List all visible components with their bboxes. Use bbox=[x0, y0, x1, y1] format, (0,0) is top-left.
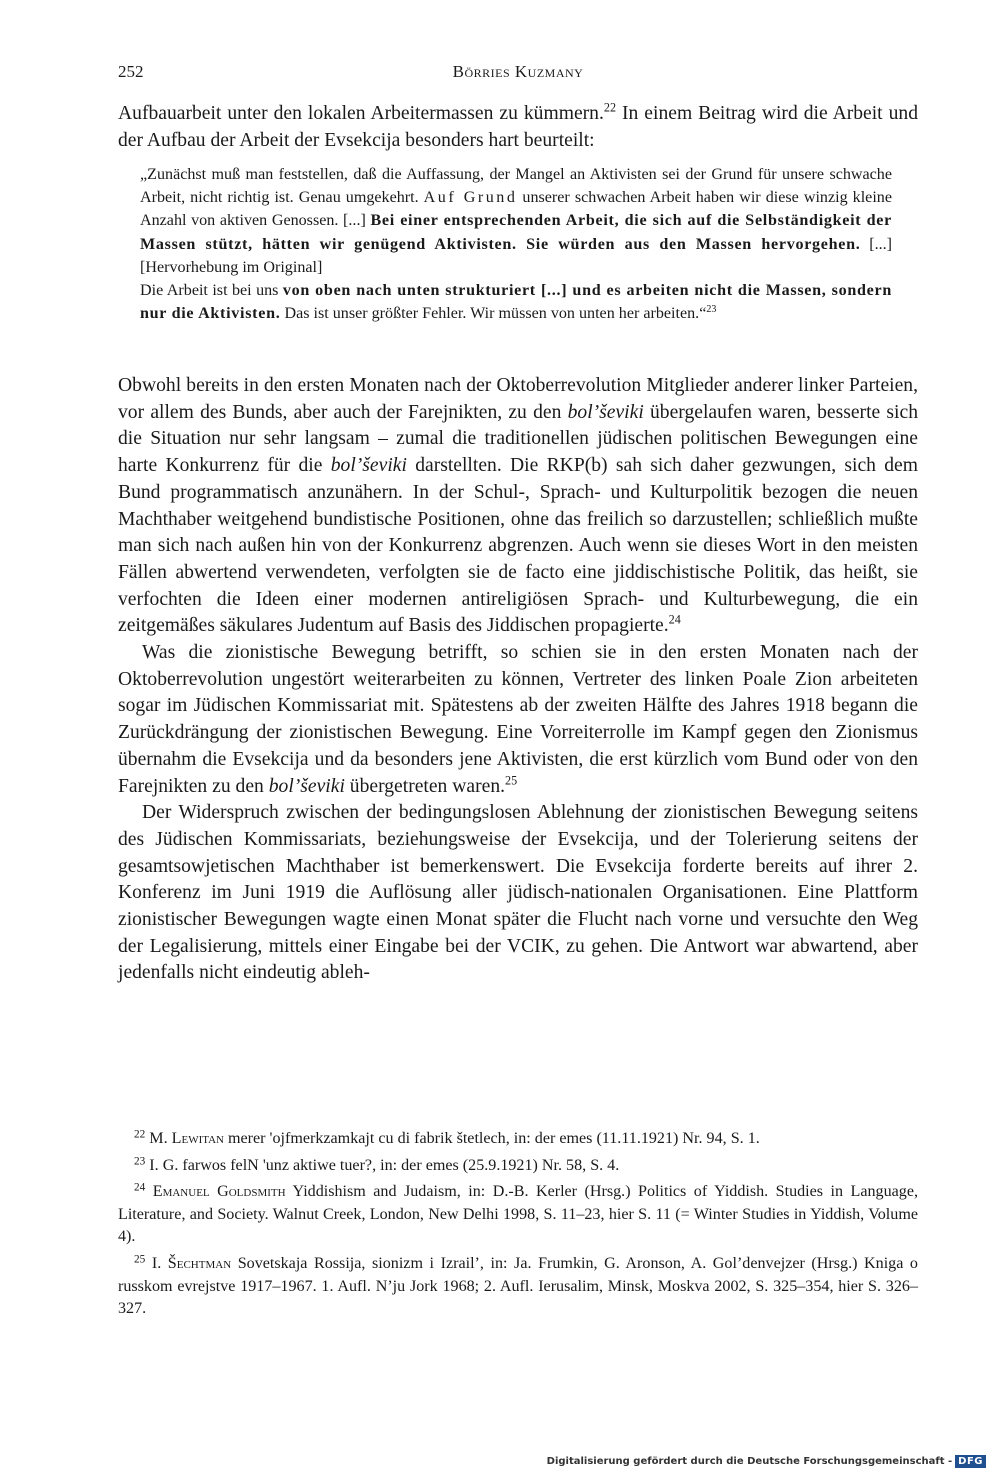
page-number: 252 bbox=[118, 62, 144, 81]
dfg-logo-icon: DFG bbox=[955, 1455, 986, 1468]
running-header bbox=[118, 62, 918, 86]
footnote-ref[interactable]: 23 bbox=[706, 304, 717, 316]
footnote-ref[interactable]: 25 bbox=[505, 773, 518, 788]
footnote-number: 24 bbox=[134, 1181, 146, 1194]
footnote-number: 25 bbox=[134, 1253, 146, 1266]
main-body-text bbox=[118, 373, 918, 987]
footnote-author: Emanuel Goldsmith bbox=[152, 1183, 286, 1201]
body-paragraph: Der Widerspruch zwischen der bedingungslosen Ablehnung der zionistischen Bewegung seitens des Jüdischen Kommissariats, beziehungsweise der Evsekcija, und der Tolerierung seitens der gesamtsowjetischen Machthaber ist bemerkenswert. Die Evsekcija forderte bereits auf ihrer 2. Konferenz im Juni 1919 die Auflösung aller jüdisch-nationalen Organisationen. Eine Plattform zionistischer Bewegungen wagte einen Monat später die Flucht nach vorne und versuchte den Weg der Legalisierung, mittels einer Eingabe bei der VCIK, zu gehen. Die Antwort war abwartend, aber jedenfalls nicht eindeutig ableh- bbox=[118, 802, 918, 984]
footnote-author: I. G. bbox=[149, 1156, 179, 1174]
body-paragraph: Obwohl bereits in den ersten Monaten nach der Oktoberrevolution Mitglieder anderer linker Parteien, vor allem des Bunds, aber auch der Farejnikten, zu den bol’ševiki übergelaufen waren, besserte sich die Situation nur sehr langsam – zumal die traditionellen jüdischen politischen Bewegungen eine harte Konkurrenz für die bol’ševiki darstellten. Die RKP(b) sah sich daher gezwungen, sich dem Bund programmatisch anzunähern. In der Schul-, Sprach- und Kulturpolitik bezogen die neuen Machthaber weitgehend bundistische Positionen, ohne das freilich so darzustellen; schließlich mußte man sich nach außen hin von der Konkurrenz abgrenzen. Auch wenn sie dieses Wort in den meisten Fällen abwertend verwendeten, verfolgten sie de facto eine jiddischistische Politik, das heißt, sie verfochten die Ideen einer modernen antireligiösen Sprach- und Kulturbewegung, die ein zeitgemäßes säkulares Judentum auf Basis des Jiddischen propagierte.$^{24}$ bbox=[118, 375, 918, 637]
footnote-number: 23 bbox=[134, 1154, 146, 1167]
footnote: $^{25}$ I. Šechtman Sovetskaja Rossija, sionizm i Izrail’, in: Ja. Frumkin, G. Aronson, A. Gol’denvejzer (Hrsg.) Kniga o russkom evrejstve 1917–1967. 1. Aufl. N’ju Jork 1968; 2. Aufl. Ierusalim, Minsk, Moskva 2002, S. 325–354, hier S. 326–327. bbox=[118, 1253, 918, 1318]
footnote-ref[interactable]: 22 bbox=[603, 100, 617, 115]
block-quote bbox=[140, 163, 892, 325]
footnote: $^{24}$ Emanuel Goldsmith Yiddishism and Judaism, in: D.-B. Kerler (Hrsg.) Politics of Yiddish. Studies in Language, Literature, and Society. Walnut Creek, London, New Delhi 1998, S. 11–23, hier S. 11 (= Winter Studies in Yiddish, Volume 4). bbox=[118, 1181, 919, 1246]
quote-paragraph: Die Arbeit ist bei uns von oben nach unten strukturiert [...] und es arbeiten nicht die Massen, sondern nur die Aktivisten. Das ist unser größter Fehler. Wir müssen von unten her arbeiten.“$^{23}$ bbox=[140, 282, 892, 323]
footnote-author: I. Šechtman bbox=[151, 1254, 232, 1272]
footnotes-section bbox=[118, 1128, 918, 1325]
body-paragraph: Was die zionistische Bewegung betrifft, so schien sie in den ersten Monaten nach der Oktoberrevolution ungestört weiterarbeiten zu können, Vertreter des linken Poale Zion arbeiteten sogar im Jüdischen Kommissariat mit. Spätestens ab der zweiten Hälfte des Jahres 1918 begann die Zurückdrängung der zionistischen Bewegung. Eine Vorreiterrolle im Kampf gegen den Zionismus übernahm die Evsekcija und da besonders jene Aktivisten, die erst kürzlich vom Bund oder von den Farejnikten zu den bol’ševiki übergetreten waren.$^{25}$ bbox=[118, 642, 918, 797]
credit-text: Digitalisierung gefördert durch die Deutsche Forschungsgemeinschaft - bbox=[546, 1455, 953, 1467]
footnote: $^{23}$ I. G. farwos felN 'unz aktiwe tuer?, in: der emes (25.9.1921) Nr. 58, S. 4. bbox=[134, 1154, 620, 1174]
running-title: Börries Kuzmany bbox=[452, 62, 584, 81]
quote-paragraph: „Zunächst muß man feststellen, daß die Auffassung, der Mangel an Aktivisten sei der Grund für unsere schwache Arbeit, nicht richtig ist. Genau umgekehrt. Auf Grund unserer schwachen Arbeit haben wir diese winzig kleine Anzahl von aktiven Genossen. [...] Bei einer entsprechenden Arbeit, die sich auf die Selbständigkeit der Massen stützt, hätten wir genügend Aktivisten. Sie würden aus den Massen hervorgehen. [...] [Hervorhebung im Original] bbox=[140, 166, 892, 276]
digitization-credit bbox=[547, 1452, 986, 1470]
footnote-author: M. Lewitan bbox=[149, 1130, 224, 1147]
footnote-ref[interactable]: 24 bbox=[668, 613, 681, 628]
footnote-number: 22 bbox=[134, 1128, 146, 1141]
continued-paragraph: Aufbauarbeit unter den lokalen Arbeitermassen zu kümmern.$^{22}$ In einem Beitrag wird die Arbeit und der Aufbau der Arbeit der Evsekcija besonders hart beurteilt: bbox=[118, 100, 919, 151]
footnote: $^{22}$ M. Lewitan merer 'ojfmerkzamkajt cu di fabrik štetlech, in: der emes (11.11.1921) Nr. 94, S. 1. bbox=[134, 1128, 760, 1147]
